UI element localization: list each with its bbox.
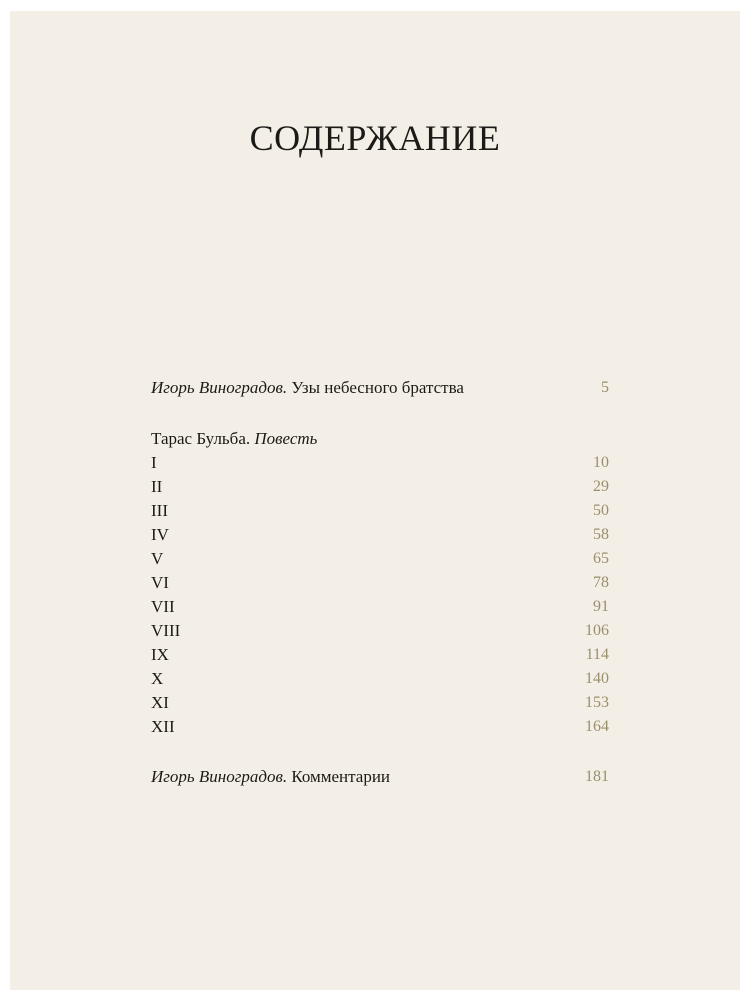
toc-chapter[interactable] [151, 619, 609, 643]
chapter-label: V [151, 549, 164, 568]
toc-entry-commentary[interactable] [151, 765, 609, 789]
toc-chapter[interactable] [151, 667, 609, 691]
toc-page-number: 140 [585, 670, 609, 687]
toc-chapter[interactable] [151, 475, 609, 499]
toc-author: Игорь Виноградов. [151, 378, 288, 397]
chapter-label: II [151, 477, 163, 496]
toc-page-number: 91 [593, 598, 609, 615]
toc-page-number: 153 [585, 694, 609, 711]
toc-title: Комментарии [291, 767, 391, 786]
toc-genre: Повесть [254, 429, 318, 448]
chapter-label: XII [151, 717, 175, 736]
toc-page-number: 5 [601, 379, 609, 396]
toc-page-number: 78 [593, 574, 609, 591]
chapter-label: VI [151, 573, 169, 592]
toc-page-number: 164 [585, 718, 609, 735]
toc-title: Тарас Бульба. [151, 429, 251, 448]
toc-entry-label [151, 376, 464, 400]
page-title: СОДЕРЖАНИЕ [249, 118, 501, 158]
toc-page-number: 58 [593, 526, 609, 543]
chapter-label: VII [151, 597, 175, 616]
toc-page-number: 114 [585, 646, 609, 663]
chapter-label: III [151, 501, 168, 520]
toc-entry-label [151, 427, 317, 451]
toc-chapter[interactable] [151, 523, 609, 547]
toc-author: Игорь Виноградов. [151, 767, 288, 786]
toc-entry-label [151, 765, 390, 789]
toc-page-number: 29 [593, 478, 609, 495]
toc-chapter[interactable] [151, 643, 609, 667]
toc-chapter[interactable] [151, 499, 609, 523]
toc-entry-intro[interactable] [151, 376, 609, 400]
chapter-label: I [151, 453, 157, 472]
toc-chapter[interactable] [151, 595, 609, 619]
toc-page-number: 50 [593, 502, 609, 519]
toc-entry-novel[interactable] [151, 427, 609, 451]
chapter-label: X [151, 669, 164, 688]
toc-title: Узы небесного братства [291, 378, 464, 397]
toc-chapter[interactable] [151, 691, 609, 715]
toc-page-number: 65 [593, 550, 609, 567]
chapter-label: VIII [151, 621, 181, 640]
toc-chapter[interactable] [151, 547, 609, 571]
chapter-label: IV [151, 525, 169, 544]
book-page [10, 11, 740, 990]
chapter-label: IX [151, 645, 169, 664]
toc-chapter[interactable] [151, 451, 609, 475]
chapter-label: XI [151, 693, 169, 712]
toc-page-number: 181 [585, 768, 609, 785]
toc-page-number: 10 [593, 454, 609, 471]
toc-page-number: 106 [585, 622, 609, 639]
toc-chapter[interactable] [151, 571, 609, 595]
toc-chapter[interactable] [151, 715, 609, 739]
